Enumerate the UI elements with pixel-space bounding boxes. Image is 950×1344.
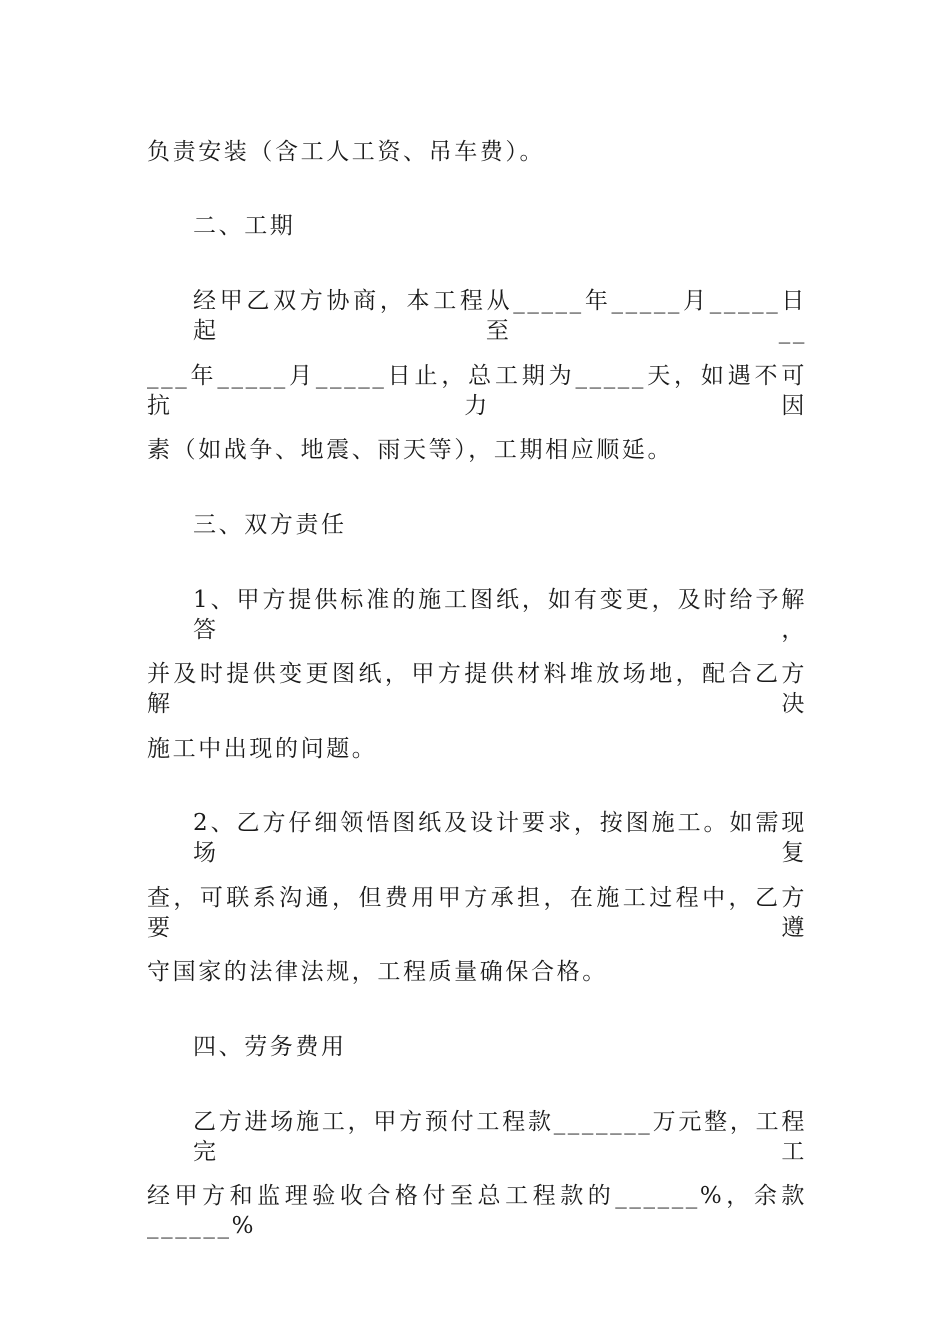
section-heading-responsibilities: 三、双方责任 (193, 512, 347, 538)
text-line: 守国家的法律法规，工程质量确保合格。 (147, 959, 608, 985)
section-heading-labor-fees: 四、劳务费用 (193, 1034, 347, 1060)
text-line: ___年_____月_____日止，总工期为_____天，如遇不可抗力因 (147, 363, 807, 419)
text-line: 经甲方和监理验收合格付至总工程款的______%，余款______% (147, 1183, 807, 1239)
text-line: 2、乙方仔细领悟图纸及设计要求，按图施工。如需现场复 (193, 810, 807, 866)
text-line: 施工中出现的问题。 (147, 736, 378, 762)
text-line: 并及时提供变更图纸，甲方提供材料堆放场地，配合乙方解决 (147, 661, 807, 717)
text-line: 1、甲方提供标准的施工图纸，如有变更，及时给予解答， (193, 587, 807, 643)
section-heading-schedule: 二、工期 (193, 213, 296, 239)
text-line: 乙方进场施工，甲方预付工程款_______万元整，工程完工 (193, 1109, 807, 1165)
text-line: 查，可联系沟通，但费用甲方承担，在施工过程中，乙方要遵 (147, 885, 807, 941)
text-line: 素（如战争、地震、雨天等），工期相应顺延。 (147, 437, 674, 463)
text-line: 负责安装（含工人工资、吊车费）。 (147, 139, 546, 165)
text-line: 经甲乙双方协商，本工程从_____年_____月_____日起至__ (193, 288, 807, 344)
